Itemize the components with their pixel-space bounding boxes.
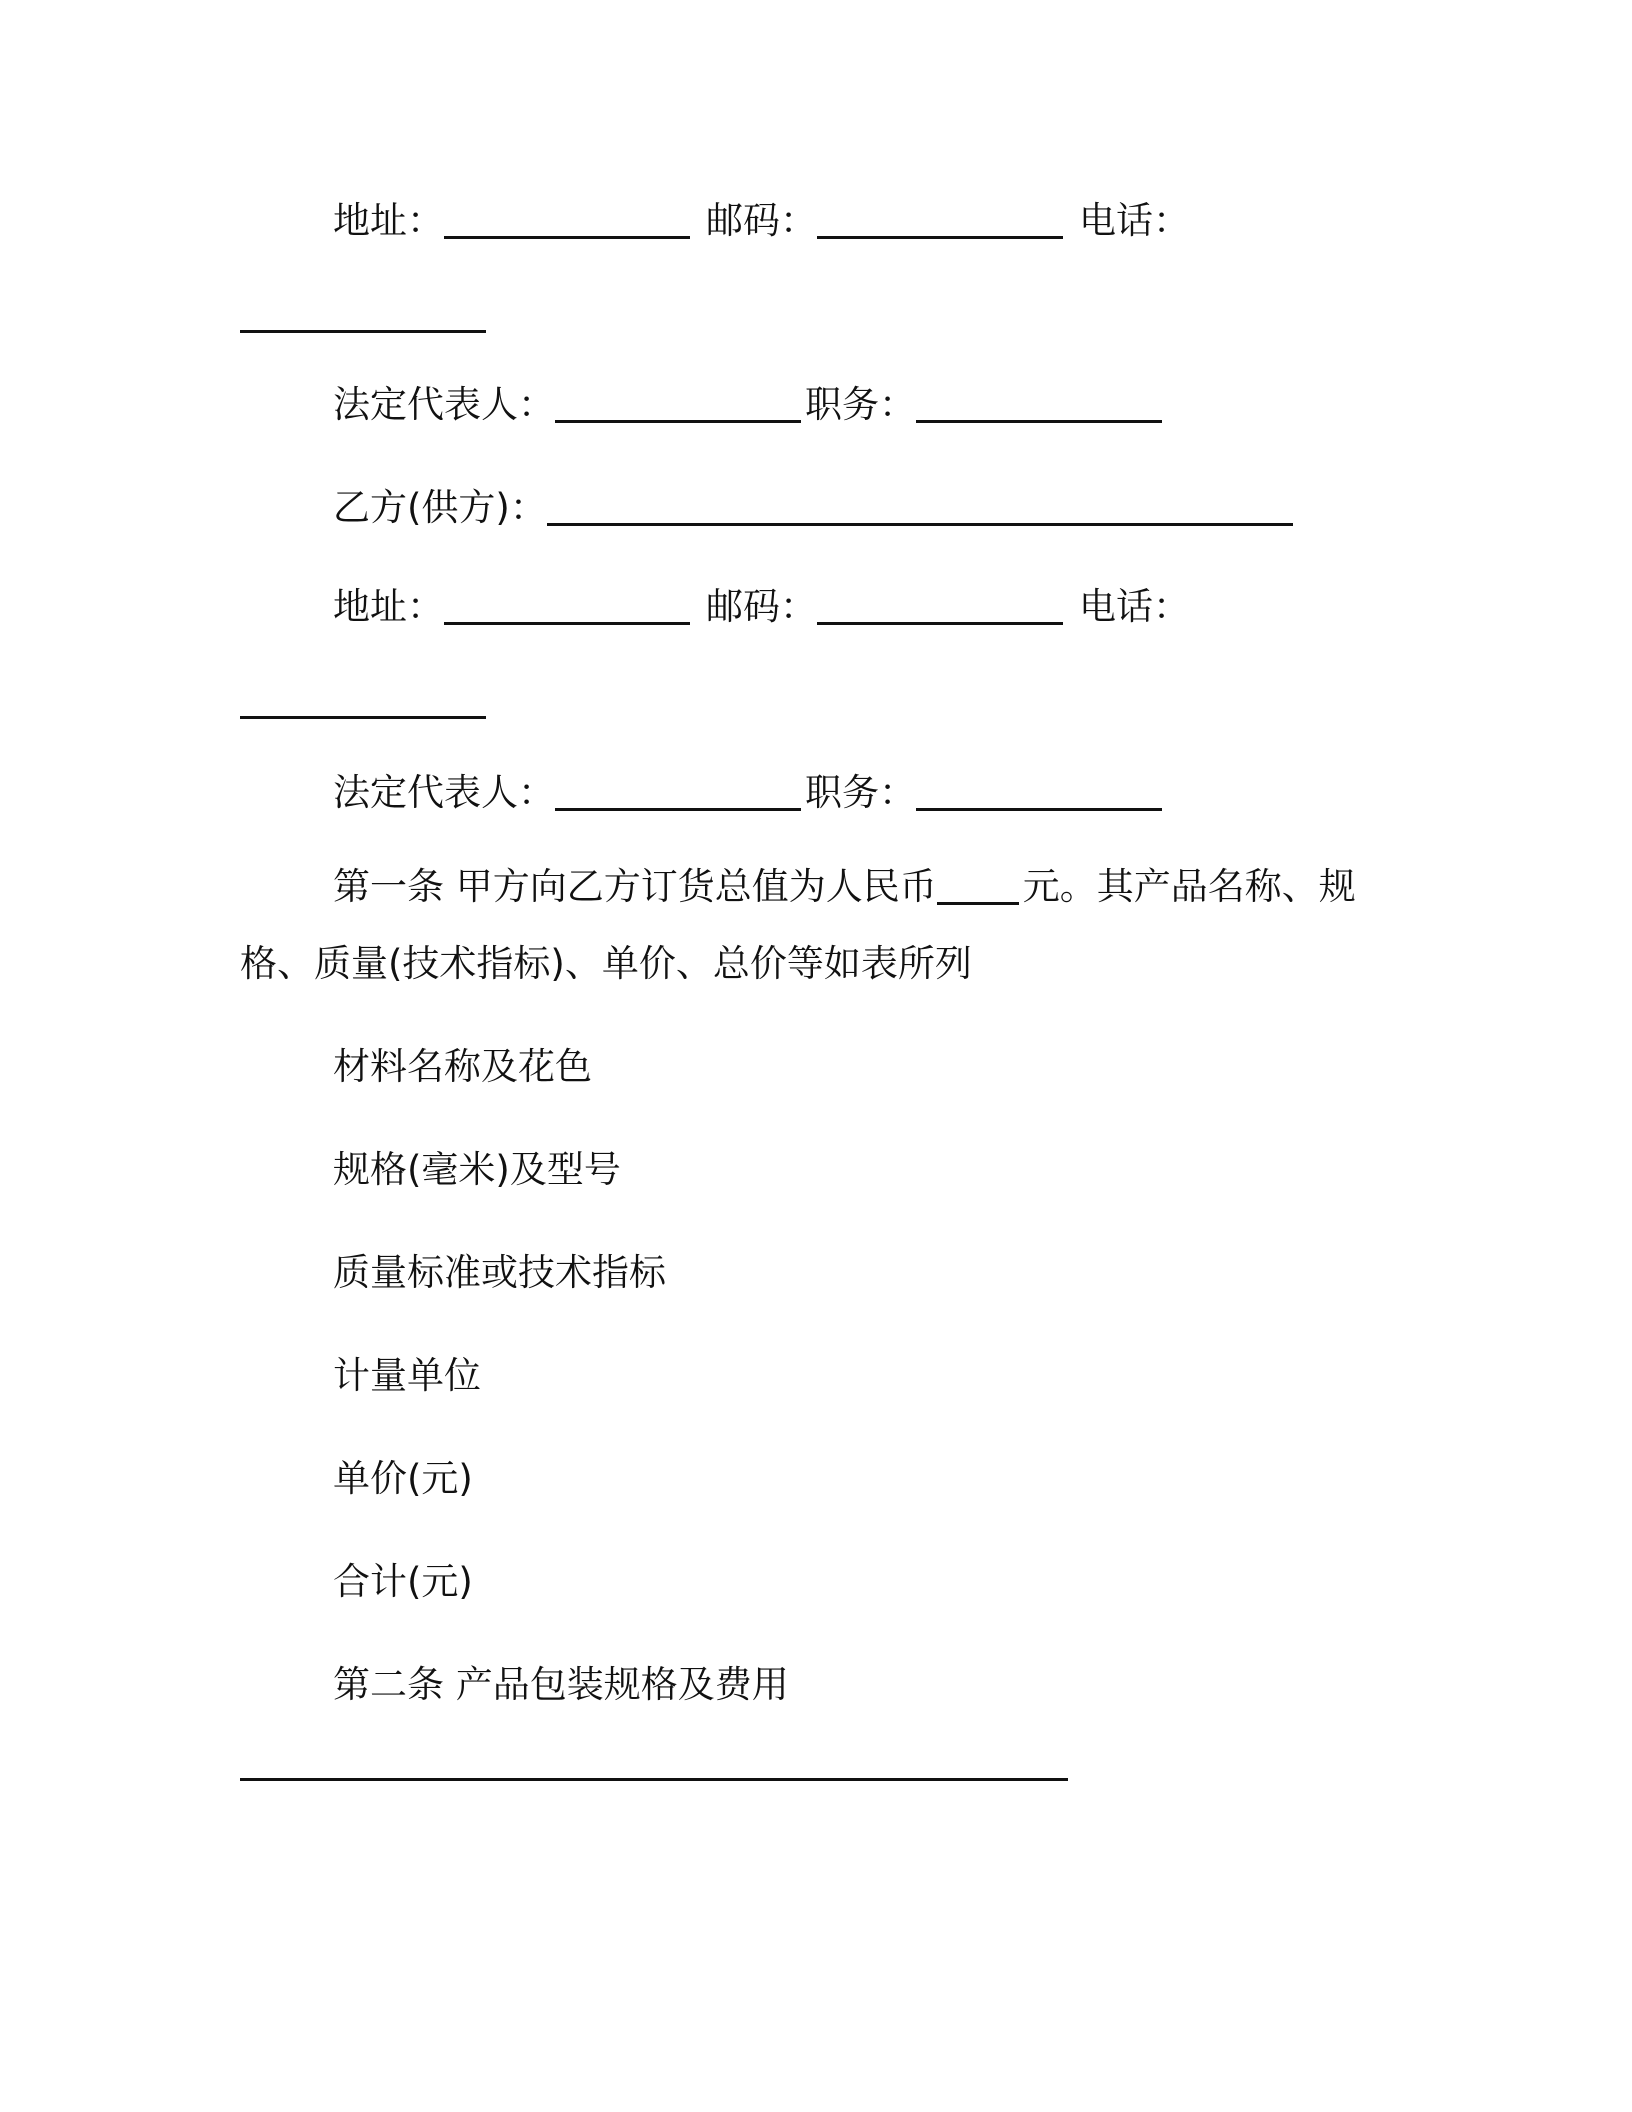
table-item-label: 计量单位 xyxy=(333,1354,481,1397)
article-2-title: 第二条 产品包装规格及费用 xyxy=(333,1663,789,1706)
party-b-heading-line xyxy=(333,483,1297,532)
address-label: 地址： xyxy=(333,199,444,242)
party-b-heading: 乙方(供方)： xyxy=(333,486,547,529)
table-item xyxy=(333,1249,666,1297)
address-label: 地址： xyxy=(333,585,444,628)
party-b-legal-rep-line xyxy=(333,768,1166,817)
address-blank xyxy=(444,588,690,625)
position-label: 职务： xyxy=(805,383,916,426)
postcode-label: 邮码： xyxy=(706,199,817,242)
table-item-label: 单价(元) xyxy=(333,1457,473,1500)
table-item xyxy=(333,1558,473,1606)
article-1-text-2: 元。其产品名称、规 xyxy=(1022,865,1356,908)
table-item xyxy=(333,1455,473,1503)
legal-rep-blank xyxy=(555,774,801,811)
postcode-blank xyxy=(817,588,1063,625)
phone-label: 电话： xyxy=(1079,585,1190,628)
postcode-label: 邮码： xyxy=(706,585,817,628)
legal-rep-label: 法定代表人： xyxy=(333,383,555,426)
party-a-phone-blank-line xyxy=(240,290,490,339)
address-blank xyxy=(444,202,690,239)
table-item-label: 合计(元) xyxy=(333,1560,473,1603)
total-value-blank xyxy=(937,868,1019,905)
party-a-address-line xyxy=(333,196,1190,245)
party-b-phone-blank-line xyxy=(240,676,490,725)
party-a-legal-rep-line xyxy=(333,380,1166,429)
phone-label: 电话： xyxy=(1079,199,1190,242)
phone-blank xyxy=(240,296,486,333)
phone-blank xyxy=(240,682,486,719)
legal-rep-blank xyxy=(555,386,801,423)
article-1-line-2 xyxy=(240,940,972,988)
article-1-text-1: 第一条 甲方向乙方订货总值为人民币 xyxy=(333,865,937,908)
table-item-label: 规格(毫米)及型号 xyxy=(333,1148,621,1191)
article-1-line-1 xyxy=(333,862,1356,911)
postcode-blank xyxy=(817,202,1063,239)
article-2-title-line xyxy=(333,1661,789,1709)
article-1-text-3: 格、质量(技术指标)、单价、总价等如表所列 xyxy=(240,942,972,985)
article-2-blank-line xyxy=(240,1738,1072,1787)
table-item-label: 材料名称及花色 xyxy=(333,1045,592,1088)
table-item xyxy=(333,1146,621,1194)
party-b-name-blank xyxy=(547,489,1293,526)
position-blank xyxy=(916,774,1162,811)
legal-rep-label: 法定代表人： xyxy=(333,771,555,814)
table-item-label: 质量标准或技术指标 xyxy=(333,1251,666,1294)
table-item xyxy=(333,1352,481,1400)
position-blank xyxy=(916,386,1162,423)
table-item xyxy=(333,1043,592,1091)
article-2-blank xyxy=(240,1744,1068,1781)
position-label: 职务： xyxy=(805,771,916,814)
party-b-address-line xyxy=(333,582,1190,631)
